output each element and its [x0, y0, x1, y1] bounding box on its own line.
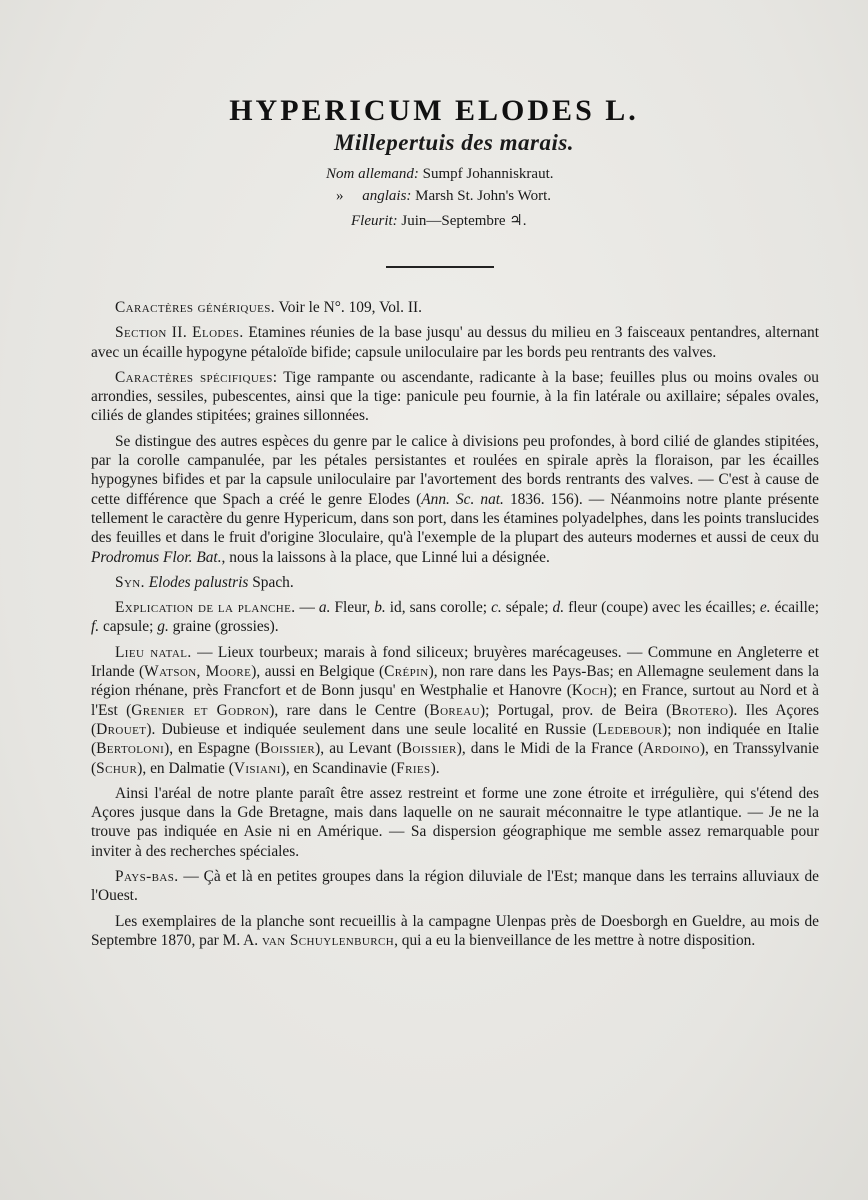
paragraph-section — [91, 323, 819, 362]
author-name: Crépin — [384, 663, 429, 681]
section-heading: Syn. — [115, 573, 145, 591]
paragraph-distinction — [91, 432, 819, 567]
paragraph-text: ), aussi en Belgique ( — [251, 663, 385, 681]
paragraph-specimens — [91, 912, 819, 951]
paragraph-text: ). — [430, 759, 440, 777]
divider-rule — [386, 266, 494, 268]
paragraph-text: ). Dubieuse et indiquée seulement dans une seule localité en Russie ( — [146, 720, 598, 738]
paragraph-text: , nous la laissons à la place, que Linné lui a désignée. — [221, 548, 550, 566]
paragraph-text: fleur (coupe) avec les écailles; — [564, 599, 760, 617]
figure-letter: g. — [157, 618, 169, 636]
section-heading: Section II. Elodes. — [115, 324, 244, 342]
paragraph-text: — — [295, 599, 319, 617]
paragraph-text: écaille; — [770, 599, 819, 617]
paragraph-text: capsule; — [99, 618, 158, 636]
synonym-name: Elodes palustris — [148, 573, 249, 591]
paragraph-text: — Çà et là en petites groupes dans la région diluviale de l'Est; manque dans les terrains alluviaux de l'Ouest. — [91, 868, 819, 905]
paragraph-text: ), en Dalmatie ( — [137, 759, 234, 777]
german-label: Nom allemand: — [326, 166, 419, 182]
paragraph-native-habitat — [91, 643, 819, 778]
paragraph-text: ), au Levant ( — [315, 740, 402, 758]
figure-letter: b. — [374, 599, 386, 617]
section-heading: Explication de la planche. — [115, 599, 296, 617]
paragraph-text: sépale; — [501, 599, 553, 617]
paragraph-text: — Lieux tourbeux; marais à fond siliceux; bruyères marécageuses. — Commune en Angleterre et Irlande ( — [91, 643, 819, 681]
author-name: Koch — [571, 682, 608, 700]
english-label: anglais: — [362, 188, 412, 204]
page-title: HYPERICUM ELODES L. — [229, 94, 639, 127]
paragraph-text: 1836. 156). — Néanmoins notre plante présente tellement le caractère du genre Hypericum, dans son port, dans les étamines polyadelphes, dans les points translucides des feuilles et dans le fruit d'origine 3loculaire, qu'à l'exemple de la plupart des auteurs modernes et aussi de ceux du — [91, 490, 819, 547]
citation: Prodromus Flor. Bat. — [91, 548, 222, 566]
english-name: Marsh St. John's Wort. — [415, 188, 551, 204]
author-name: Boissier — [401, 740, 457, 758]
english-name-row — [336, 188, 551, 205]
paragraph-text: Voir le N°. 109, Vol. II. — [275, 299, 422, 316]
paragraph-text: ), dans le Midi de la France ( — [456, 740, 644, 758]
section-heading: Caractères génériques. — [115, 299, 275, 316]
paragraph-text: , qui a eu la bienveillance de les mettre à notre disposition. — [394, 931, 756, 949]
flowering-row — [351, 211, 527, 230]
author-name: Ardoino — [643, 740, 700, 758]
ditto-mark: » — [336, 188, 344, 204]
figure-letter: e. — [759, 599, 771, 617]
german-name: Sumpf Johanniskraut. — [422, 166, 554, 182]
synonym-author: Spach. — [248, 573, 294, 591]
paragraph-text: Tige rampante ou ascendante, radicante à la base; feuilles plus ou moins ovales ou arrondies, sessiles, pubescentes, ainsi que la tige: panicule peu fournie, à la fin latérale ou axillaire; sépales ovales, ciliés de glandes stipitées; graines sillonnées. — [91, 368, 819, 425]
author-name: Brotero — [671, 701, 729, 719]
paragraph-text: Fleur, — [330, 599, 375, 617]
paragraph-text: Etamines réunies de la base jusqu' au dessus du milieu en 3 faisceaux pentandres, alternant avec un écaille hypogyne pétaloïde bifide; capsule uniloculaire par les bords peu rentrants des valves. — [91, 324, 819, 361]
paragraph-text: Se distingue des autres espèces du genre par le calice à divisions peu profondes, à bord cilié de glandes stipitées, par la corolle campanulée, par les pétales persistantes et roulées en spirale après la floraison, par les écailles hypogynes bifides et par la capsule uniloculaire par l'avortement des bords rentrants des valves. — C'est à cause de cette différence que Spach a créé le genre Elodes ( — [91, 432, 819, 508]
author-name: van Schuylenburch — [261, 931, 395, 949]
document-body — [91, 298, 819, 956]
author-name: Grenier et Godron — [131, 701, 270, 719]
paragraph-plate-explanation — [91, 598, 819, 637]
paragraph-specific-characters — [91, 368, 819, 426]
german-name-row — [326, 166, 554, 183]
paragraph-text: ); en France, surtout au Nord et à l'Est ( — [91, 682, 819, 719]
paragraph-text: graine (grossies). — [168, 618, 279, 636]
paragraph-text: ); Portugal, prov. de Beira ( — [479, 701, 672, 719]
flowering-label: Fleurit: — [351, 213, 398, 229]
author-name: Fries — [396, 759, 431, 777]
author-name: Bertoloni — [96, 740, 165, 758]
author-name: Visiani — [233, 759, 281, 777]
paragraph-synonym — [91, 573, 819, 592]
paragraph-text: ), en Transsylvanie ( — [91, 740, 819, 777]
paragraph-text: ), non rare dans les Pays-Bas; en Allemagne seulement dans la région rhénane, près Francfort et de Bonn jusqu' en Westphalie et Hanovre ( — [91, 663, 819, 700]
paragraph-text: Les exemplaires de la planche sont recueillis à la campagne Ulenpas près de Doesborgh en Gueldre, au mois de Septembre 1870, par M. A. — [91, 912, 819, 949]
paragraph-generic-characters — [91, 298, 819, 317]
paragraph-netherlands — [91, 867, 819, 906]
figure-letter: d. — [552, 599, 565, 617]
author-name: Watson, Moore — [144, 663, 252, 681]
figure-letter: f. — [91, 618, 100, 636]
section-heading: Lieu natal. — [115, 643, 192, 661]
section-heading: Caractères spécifiques: — [115, 368, 278, 386]
figure-letter: c. — [491, 599, 502, 617]
author-name: Boreau — [429, 701, 480, 719]
paragraph-text: ). Iles Açores ( — [91, 701, 819, 738]
author-name: Ledebour — [597, 720, 663, 738]
figure-letter: a. — [318, 599, 331, 617]
author-name: Schur — [96, 759, 138, 777]
section-heading: Pays-bas. — [115, 868, 179, 886]
author-name: Boissier — [260, 740, 316, 758]
citation: Ann. Sc. nat. — [421, 490, 504, 508]
flowering-value: Juin—Septembre ♃. — [401, 213, 527, 229]
paragraph-text: ); non indiquée en Italie ( — [91, 720, 819, 758]
paragraph-text: ), en Espagne ( — [164, 740, 261, 758]
author-name: Drouet — [96, 720, 147, 738]
paragraph-text: id, sans corolle; — [385, 599, 492, 617]
paragraph-text: ), en Scandinavie ( — [280, 759, 397, 777]
paragraph-distribution: Ainsi l'aréal de notre plante paraît être assez restreint et forme une zone étroite et irrégulière, qui s'étend des Açores jusque dans la Gde Bretagne, mais dans laquelle on ne saurait méconnaitre le type atlantique. — Je ne la trouve pas indiquée en Asie ni en Amérique. — Sa dispersion géographique me semble assez remarquable pour inviter à des recherches spéciales. — [91, 784, 819, 860]
page-subtitle: Millepertuis des marais. — [333, 130, 575, 155]
paragraph-text: ), rare dans le Centre ( — [269, 701, 430, 719]
